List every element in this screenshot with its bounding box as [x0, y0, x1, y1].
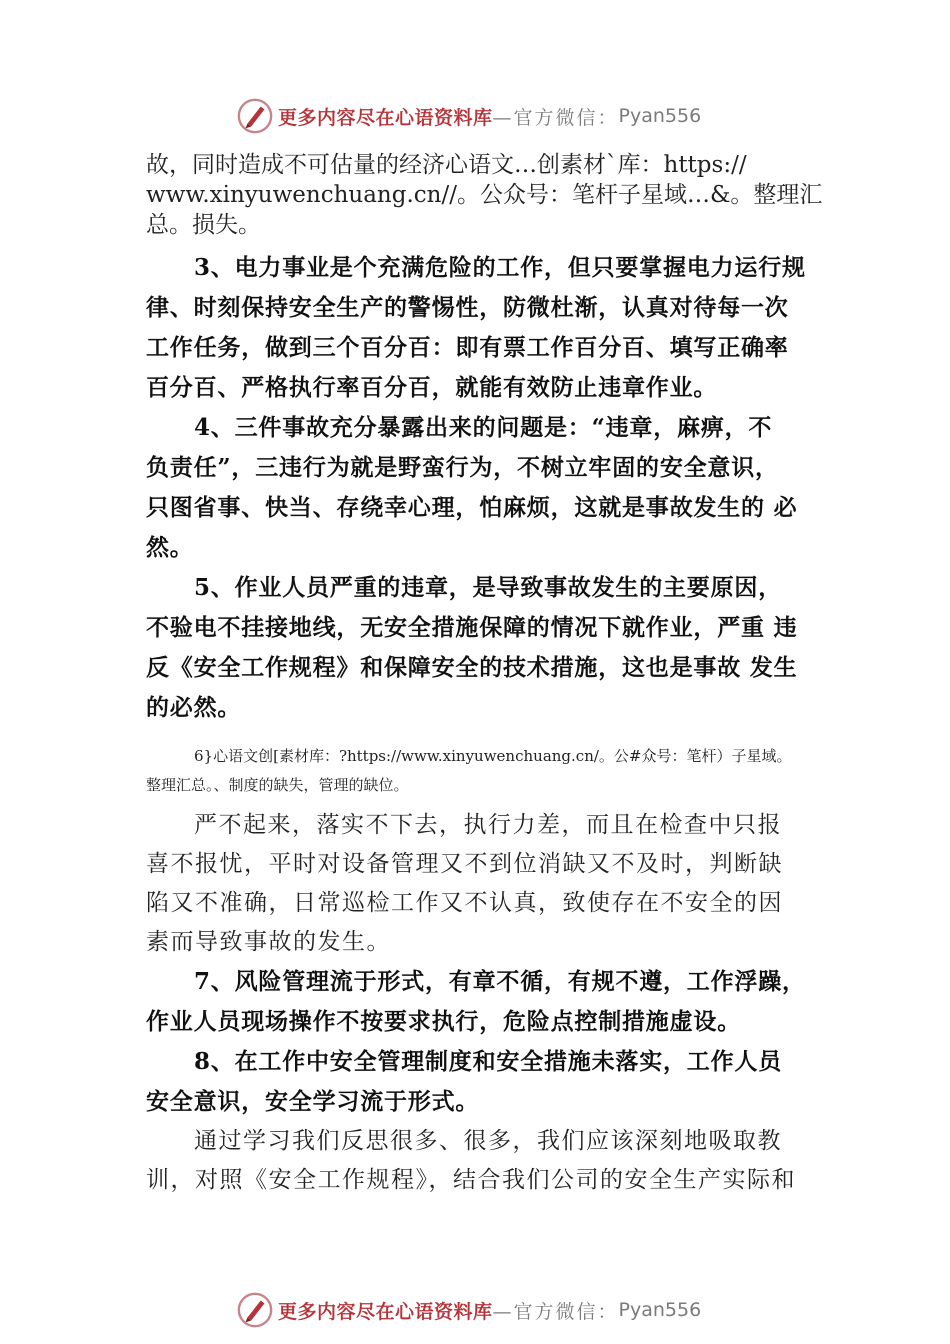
text-line: 安全意识，安全学习流于形式。 — [146, 1088, 480, 1115]
text-line: 4、三件事故充分暴露出来的问题是：“违章，麻痹，不 — [194, 414, 773, 441]
item-8-paragraph — [146, 1042, 836, 1122]
pen-logo-icon — [236, 1291, 274, 1329]
text-line: 的必然。 — [146, 694, 242, 721]
text-line: 严不起来，落实不下去，执行力差，而且在检查中只报 — [194, 812, 782, 838]
item-6-paragraph — [146, 742, 836, 800]
banner-wechat-id: Pyan556 — [618, 105, 702, 127]
text-line: 反《安全工作规程》和保障安全的技术措施，这也是事故 发生 — [146, 654, 798, 681]
after-item-6-paragraph — [146, 806, 836, 962]
banner-red-text: 更多内容尽在心语资料库 — [278, 106, 493, 129]
item-7-paragraph — [146, 962, 836, 1042]
closing-paragraph — [146, 1122, 836, 1200]
text-line: 总。损失。 — [146, 212, 261, 238]
item-3-paragraph — [146, 248, 836, 408]
banner-gray-text: —官方微信： — [492, 1300, 619, 1323]
text-line: 负责任”，三违行为就是野蛮行为，不树立牢固的安全意识， — [146, 454, 779, 481]
text-line: 3、电力事业是个充满危险的工作，但只要掌握电力运行规 — [194, 254, 806, 281]
text-line: 喜不报忧，平时对设备管理又不到位消缺又不及时，判断缺 — [146, 851, 783, 877]
text-line: 8、在工作中安全管理制度和安全措施未落实，工作人员 — [194, 1048, 783, 1075]
text-line: 律、时刻保持安全生产的警惕性，防微杜渐，认真对待每一次 — [146, 294, 789, 321]
banner-red-text: 更多内容尽在心语资料库 — [278, 1300, 493, 1323]
text-line: 然。 — [146, 534, 194, 561]
text-line: 作业人员现场操作不按要求执行，危险点控制措施虚设。 — [146, 1008, 741, 1035]
text-line: 只图省事、快当、存绕幸心理，怕麻烦，这就是事故发生的 必 — [146, 494, 798, 521]
intro-paragraph — [146, 150, 836, 240]
text-line: 训，对照《安全工作规程》，结合我们公司的安全生产实际和 — [146, 1167, 796, 1193]
text-line: 整理汇总。、制度的缺失，管理的缺位。 — [146, 776, 409, 794]
banner-wechat-id: Pyan556 — [618, 1299, 702, 1321]
header-banner — [236, 96, 701, 136]
text-line: 故，同时造成不可估量的经济心语文…创素材`库：https:// — [146, 152, 747, 178]
pen-logo-icon — [236, 97, 274, 135]
footer-banner — [236, 1290, 701, 1330]
text-line: 6}心语文创[素材库：?https://www.xinyuwenchuang.cn/。公#众号：笔杆）子星域。 — [194, 747, 792, 765]
text-line: 不验电不挂接地线，无安全措施保障的情况下就作业，严重 违 — [146, 614, 798, 641]
banner-gray-text: —官方微信： — [492, 106, 619, 129]
text-line: 素而导致事故的发生。 — [146, 929, 391, 955]
text-line: 工作任务，做到三个百分百：即有票工作百分百、填写正确率 — [146, 334, 789, 361]
item-5-paragraph — [146, 568, 836, 728]
text-line: 通过学习我们反思很多、很多，我们应该深刻地吸取教 — [194, 1128, 782, 1154]
text-line: 5、作业人员严重的违章，是导致事故发生的主要原因， — [194, 574, 783, 601]
item-4-paragraph — [146, 408, 836, 568]
document-body — [146, 150, 836, 1200]
text-line: 陷又不准确，日常巡检工作又不认真，致使存在不安全的因 — [146, 890, 783, 916]
text-line: 百分百、严格执行率百分百，就能有效防止违章作业。 — [146, 374, 718, 401]
text-line: www.xinyuwenchuang.cn//。公众号：笔杆子星域…&。整理汇 — [146, 182, 823, 208]
text-line: 7、风险管理流于形式，有章不循，有规不遵，工作浮躁， — [194, 968, 806, 995]
